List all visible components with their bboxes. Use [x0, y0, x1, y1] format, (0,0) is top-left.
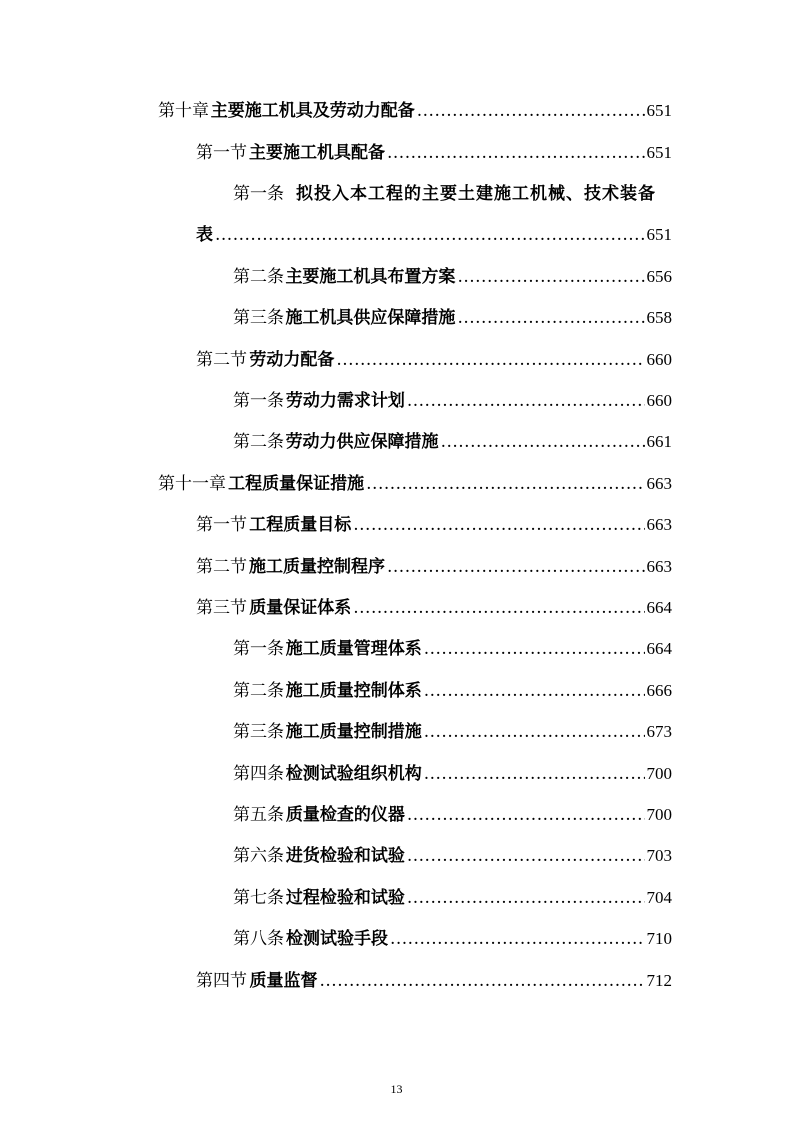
leader-dots — [441, 432, 645, 452]
toc-label: 第二节 — [196, 350, 247, 370]
leader-dots — [424, 639, 645, 659]
toc-entry-article[interactable] — [233, 629, 672, 659]
toc-entry-article[interactable] — [233, 878, 672, 908]
leader-dots — [353, 515, 644, 535]
toc-entry-article[interactable] — [233, 257, 672, 287]
toc-title: 质量监督 — [249, 971, 318, 991]
toc-page-number: 712 — [646, 971, 672, 990]
leader-dots — [457, 267, 644, 287]
toc-label: 第七条 — [233, 888, 284, 908]
toc-label: 第二条 — [233, 681, 284, 701]
toc-page-number: 700 — [646, 764, 672, 783]
toc-title: 检测试验手段 — [285, 929, 388, 949]
toc-label: 第一条 — [233, 639, 284, 659]
page-footer-number: 13 — [390, 1082, 403, 1096]
toc-title: 劳动力供应保障措施 — [285, 432, 439, 452]
toc-label: 第一条 — [233, 391, 284, 411]
toc-label: 第四节 — [196, 971, 247, 991]
toc-page-number: 710 — [646, 929, 672, 948]
toc-label: 第四条 — [233, 764, 284, 784]
toc-label: 第六条 — [233, 846, 284, 866]
toc-label: 第三条 — [233, 308, 284, 328]
toc-page-number: 663 — [646, 515, 672, 534]
toc-entry-section[interactable] — [196, 133, 672, 163]
toc-label: 第十章 — [158, 101, 209, 121]
toc-title: 过程检验和试验 — [285, 888, 405, 908]
toc-page-number: 666 — [646, 681, 672, 700]
toc-title: 工程质量目标 — [249, 515, 352, 535]
leader-dots — [424, 681, 645, 701]
toc-page-number: 703 — [646, 846, 672, 865]
toc-page-number: 661 — [646, 432, 672, 451]
toc-entry-section[interactable] — [196, 547, 672, 577]
toc-entry-article[interactable] — [233, 422, 672, 452]
toc-page-number: 700 — [646, 805, 672, 824]
toc-entry-article[interactable] — [233, 381, 672, 411]
toc-entry-section[interactable] — [196, 961, 672, 991]
toc-title: 主要施工机具配备 — [248, 143, 385, 163]
toc-entry-article-wrapped[interactable] — [233, 174, 672, 204]
toc-title: 施工质量管理体系 — [285, 639, 422, 659]
toc-entry-article[interactable] — [233, 836, 672, 866]
toc-page-number: 663 — [646, 557, 672, 576]
toc-page-number: 651 — [646, 101, 672, 120]
leader-dots — [424, 764, 645, 784]
toc-entry-section[interactable] — [196, 340, 672, 370]
toc-label: 第八条 — [233, 929, 284, 949]
toc-page-number: 663 — [646, 474, 672, 493]
toc-title: 施工质量控制措施 — [285, 722, 422, 742]
toc-entry-article[interactable] — [233, 754, 672, 784]
toc-entry-chapter-10[interactable] — [158, 91, 672, 121]
toc-title: 检测试验组织机构 — [285, 764, 422, 784]
toc-entry-chapter-11[interactable] — [158, 464, 672, 494]
toc-page-number: 651 — [646, 225, 672, 244]
leader-dots — [417, 101, 645, 121]
leader-dots — [387, 557, 645, 577]
leader-dots — [407, 805, 645, 825]
toc-label: 第三条 — [233, 722, 284, 742]
toc-entry-section[interactable] — [196, 505, 672, 535]
toc-page-number: 673 — [646, 722, 672, 741]
leader-dots — [407, 846, 645, 866]
toc-title: 质量保证体系 — [249, 598, 352, 618]
leader-dots — [424, 722, 645, 742]
toc-label: 第二条 — [233, 432, 284, 452]
toc-title: 劳动力配备 — [249, 350, 335, 370]
toc-page-number: 704 — [646, 888, 672, 907]
toc-title-line1: 拟投入本工程的主要土建施工机械、技术装备 — [296, 184, 656, 204]
toc-title-line2: 表 — [196, 225, 213, 245]
toc-label: 第一条 — [233, 184, 284, 204]
toc-title: 进货检验和试验 — [285, 846, 405, 866]
leader-dots — [407, 888, 645, 908]
toc-entry-article[interactable] — [233, 298, 672, 328]
leader-dots — [457, 308, 644, 328]
toc-page-number: 656 — [646, 267, 672, 286]
toc-page-number: 660 — [646, 350, 672, 369]
toc-entry-section[interactable] — [196, 588, 672, 618]
toc-label: 第五条 — [233, 805, 284, 825]
toc-page-number: 651 — [646, 143, 672, 162]
leader-dots — [336, 350, 644, 370]
toc-title: 劳动力需求计划 — [285, 391, 405, 411]
toc-page-number: 664 — [646, 598, 672, 617]
toc-title: 主要施工机具布置方案 — [285, 267, 456, 287]
leader-dots — [407, 391, 645, 411]
leader-dots — [215, 225, 645, 245]
toc-entry-article[interactable] — [233, 671, 672, 701]
toc-title: 质量检查的仪器 — [285, 805, 405, 825]
leader-dots — [366, 474, 644, 494]
toc-page-number: 660 — [646, 391, 672, 410]
toc-label: 第三节 — [196, 598, 247, 618]
toc-entry-article[interactable] — [233, 795, 672, 825]
toc-title: 工程质量保证措施 — [228, 474, 365, 494]
toc-label: 第一节 — [196, 143, 247, 163]
toc-entry-article[interactable] — [233, 712, 672, 742]
toc-page-number: 664 — [646, 639, 672, 658]
toc-title: 主要施工机具及劳动力配备 — [210, 101, 415, 121]
leader-dots — [387, 143, 645, 163]
toc-label: 第二条 — [233, 267, 284, 287]
toc-page-number: 658 — [646, 308, 672, 327]
toc-title: 施工质量控制程序 — [248, 557, 385, 577]
leader-dots — [390, 929, 645, 949]
toc-label: 第二节 — [196, 557, 247, 577]
toc-entry-article-wrapped-continuation[interactable] — [196, 215, 672, 245]
toc-entry-article[interactable] — [233, 919, 672, 949]
leader-dots — [320, 971, 645, 991]
toc-label: 第一节 — [196, 515, 247, 535]
toc-label: 第十一章 — [158, 474, 226, 494]
toc-title: 施工质量控制体系 — [285, 681, 422, 701]
leader-dots — [353, 598, 644, 618]
toc-title: 施工机具供应保障措施 — [285, 308, 456, 328]
